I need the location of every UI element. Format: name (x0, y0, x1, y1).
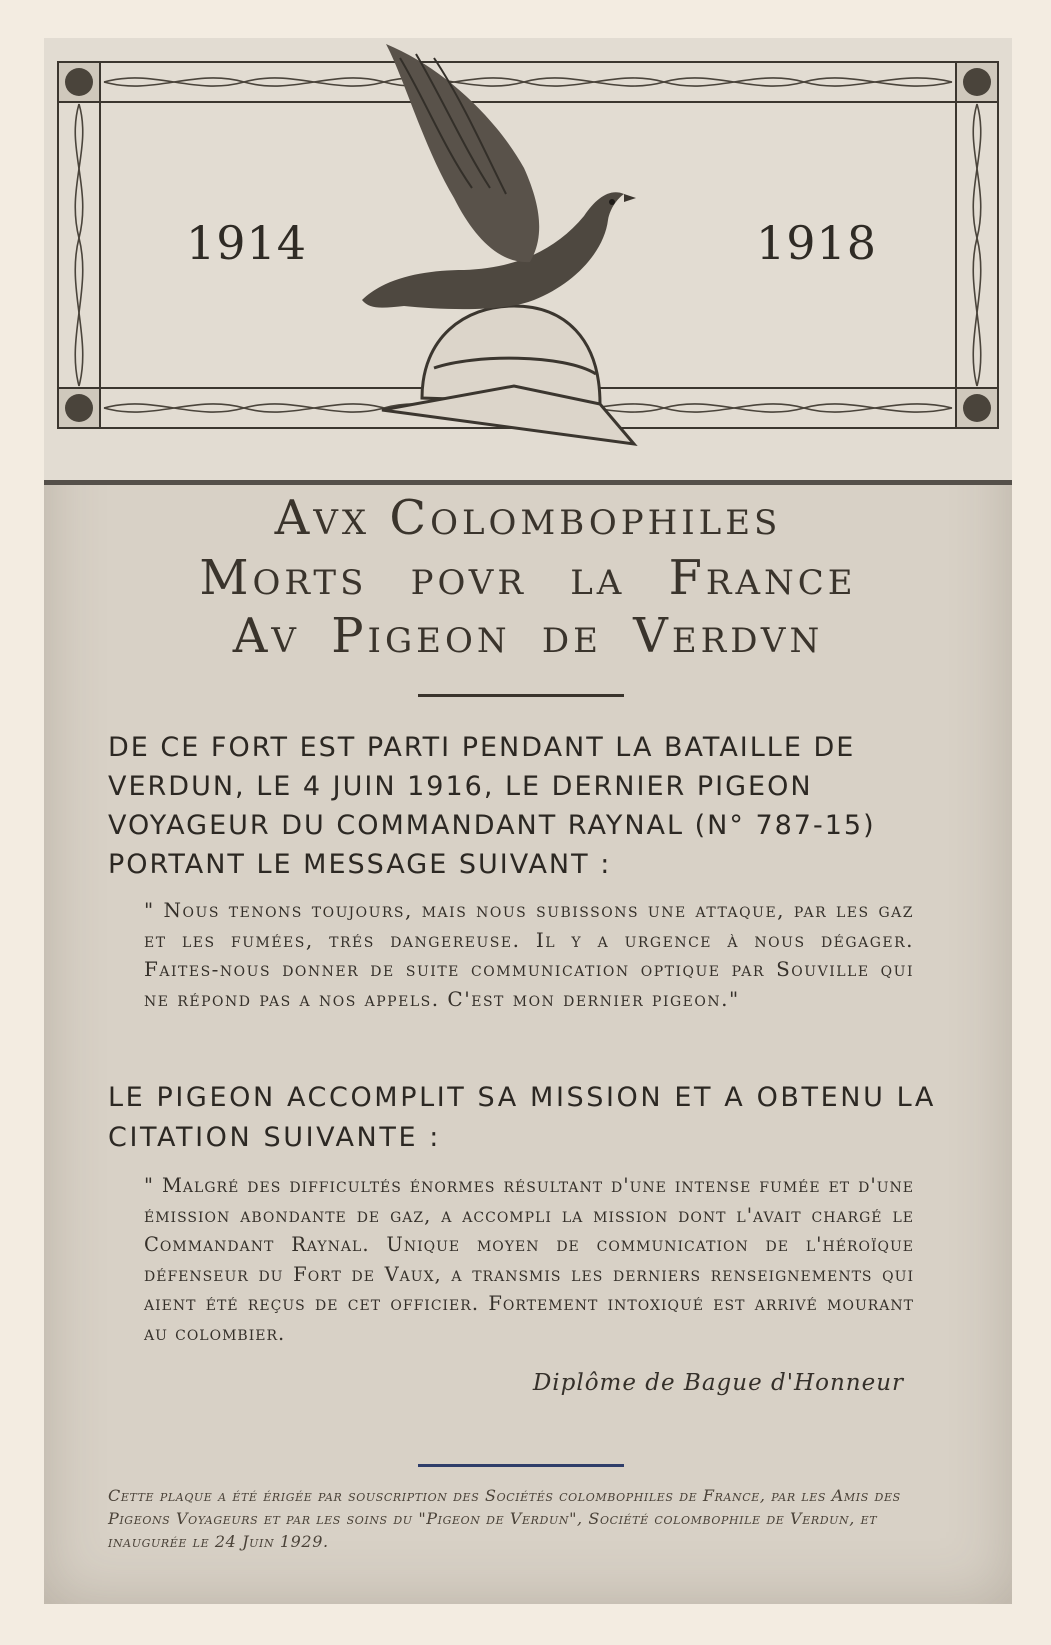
year-end: 1918 (756, 216, 878, 270)
heading-line-1: Avx Colombophiles (274, 490, 782, 546)
inscription-footer: Cette plaque a été érigée par souscription des Sociétés colombophiles de France, par les Amis des Pigeons Voyageurs et par les soins du "Pigeon de Verdun", Société colombophile de Verdun, et inaugurée le 24 Juin 1929. (108, 1486, 901, 1551)
helmet-icon (382, 306, 634, 444)
intro-paragraph: DE CE FORT EST PARTI PENDANT LA BATAILLE DE VERDUN, LE 4 JUIN 1916, LE DERNIER PIGEON VOYAGEUR DU COMMANDANT RAYNAL (N° 787-15) PORTANT LE MESSAGE SUIVANT : (108, 732, 876, 880)
message-quote: " Nous tenons toujours, mais nous subissons une attaque, par les gaz et les fumées, trés dangereuse. Il y a urgence à nous dégager. Faites-nous donner de suite communication optique par Souville qui ne répond pas a nos appels. C'est mon dernier pigeon." (144, 898, 914, 1011)
mission-paragraph: LE PIGEON ACCOMPLIT SA MISSION ET A OBTENU LA CITATION SUIVANTE : (108, 1082, 936, 1153)
pigeon-icon (362, 44, 636, 309)
footer-rule (418, 1464, 624, 1467)
heading-line-2: Morts povr la France (199, 550, 857, 606)
heading-line-3: Av Pigeon de Verdvn (232, 608, 824, 664)
heading-rule (418, 694, 624, 697)
plaque-top-panel (44, 38, 1012, 480)
year-start: 1914 (186, 216, 308, 270)
citation-quote: " Malgré des difficultés énormes résultant d'une intense fumée et d'une émission abondante de gaz, a accompli la mission dont l'avait chargé le Commandant Raynal. Unique moyen de communication de l'héroïque défenseur du Fort de Vaux, a transmis les derniers renseignements qui aient été reçus de cet officier. Fortement intoxiqué est arrivé mourant au colombier. (144, 1174, 914, 1345)
memorial-plaque (44, 38, 1012, 1604)
citation-signoff: Diplôme de Bague d'Honneur (532, 1370, 904, 1396)
panel-divider (44, 480, 1012, 485)
